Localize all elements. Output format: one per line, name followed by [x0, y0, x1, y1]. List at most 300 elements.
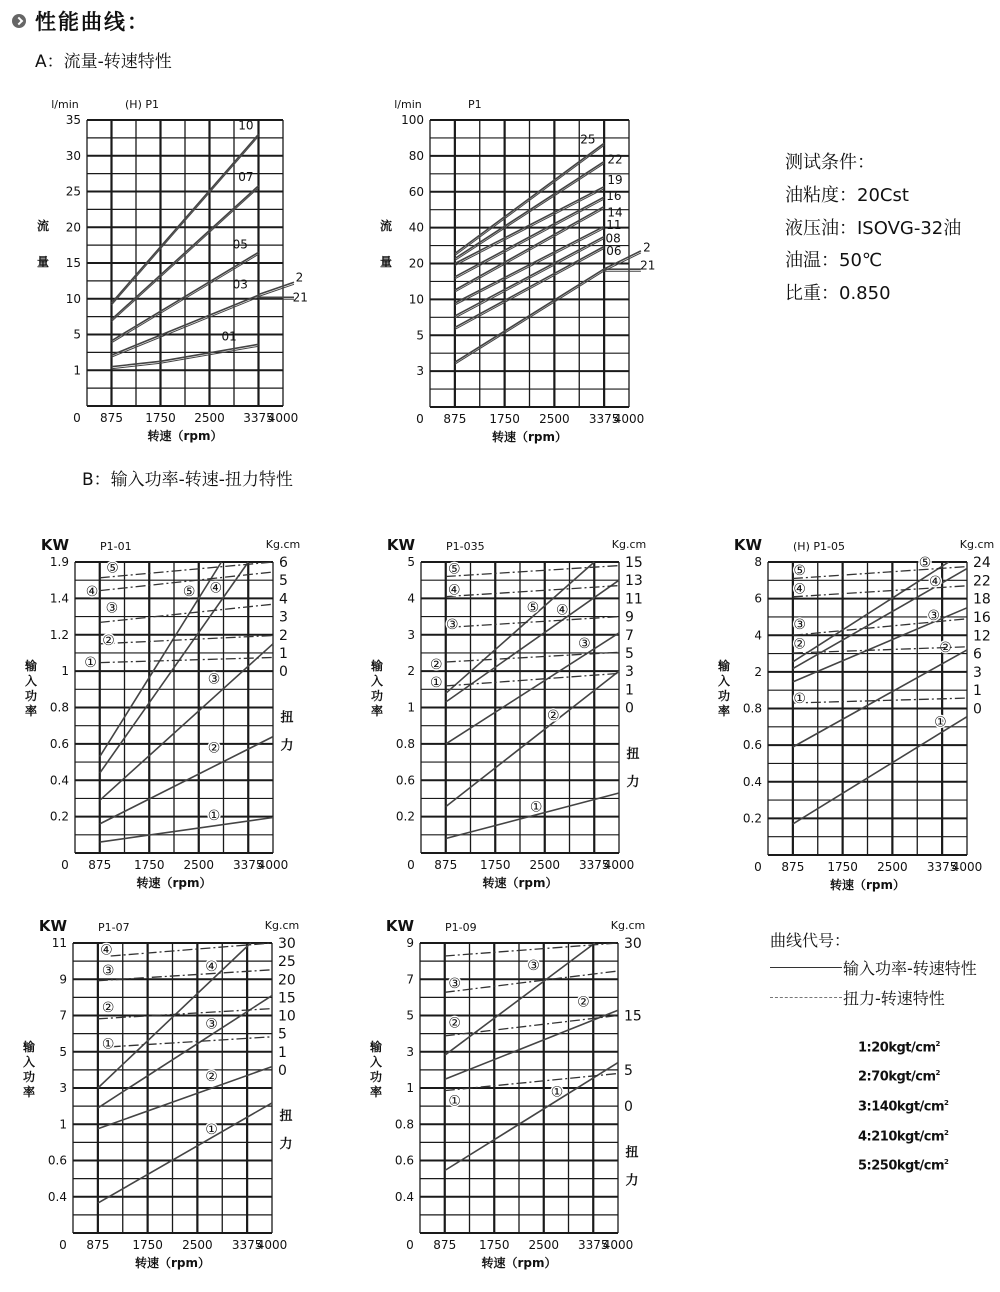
pressure-sup: 2: [944, 1099, 949, 1107]
y-tick-label: 1.9: [49, 555, 69, 569]
y-unit-label: KW: [40, 536, 70, 554]
curve: [98, 1067, 272, 1129]
y-axis-label: 输: [717, 659, 731, 673]
right-tick-label: 4: [279, 591, 288, 608]
y-unit-label: KW: [38, 917, 68, 935]
right-tick-label: 20: [278, 972, 296, 989]
curve-label: ④: [100, 942, 113, 959]
curve: [100, 818, 273, 843]
pressure-sup: 2: [935, 1069, 940, 1077]
right-tick-label: 9: [625, 609, 634, 626]
y-axis-label: 率: [24, 704, 38, 718]
y-tick-label: 10: [408, 292, 424, 307]
y-axis-label: 流: [36, 219, 50, 233]
right-tick-label: 5: [624, 1062, 633, 1079]
right-tick-label: 1: [278, 1044, 287, 1061]
curve-double-stroke: [259, 284, 295, 296]
curve-label: ②: [205, 1068, 218, 1085]
legend-title: 曲线代号：: [770, 931, 851, 950]
y-tick-label: 20: [408, 256, 424, 271]
y-tick-label: 35: [65, 113, 81, 127]
right-tick-label: 11: [625, 591, 643, 608]
torque-curve: [446, 617, 619, 628]
y-axis-label: 率: [22, 1085, 36, 1099]
right-unit-label: Kg.cm: [959, 538, 995, 551]
x-tick-label: 2500: [194, 411, 225, 425]
curve-label: ①: [207, 807, 221, 824]
x-tick-label: 875: [88, 858, 112, 872]
chart-title: P1-01: [100, 540, 132, 553]
test-condition-temperature: 油温：50℃: [785, 250, 883, 271]
y-tick-label: 2: [754, 664, 762, 679]
y-tick-label: 8: [754, 555, 762, 569]
right-tick-label: 5: [625, 645, 634, 662]
x-tick-label: 875: [781, 860, 805, 874]
curve-label: ④: [85, 584, 99, 601]
curve: [98, 1103, 272, 1203]
y-axis-label: 入: [22, 1055, 36, 1069]
y-tick-label: 0.4: [742, 774, 762, 789]
right-tick-label: 0: [625, 700, 634, 717]
y-tick-label: 3: [416, 364, 424, 379]
x-tick-label: 4000: [603, 858, 635, 872]
curve-label: ③: [448, 976, 461, 993]
torque-curve: [446, 586, 619, 597]
y-axis-label: 功: [22, 1070, 36, 1084]
y-axis-label: 输: [370, 659, 384, 673]
y-tick-label: 5: [416, 328, 424, 343]
curve-label: 19: [607, 173, 623, 188]
curve-label: ⑤: [106, 560, 119, 577]
x-tick-label: 4000: [267, 411, 299, 425]
x-tick-label: 0: [407, 858, 415, 872]
y-axis-label: 功: [370, 689, 384, 703]
y-tick-label: 1: [407, 700, 415, 715]
pressure-sup: 2: [935, 1040, 940, 1048]
curve-label: 05: [232, 237, 248, 252]
right-tick-label: 6: [279, 555, 288, 571]
pressure-text: 2:70kgt/cm: [858, 1069, 936, 1085]
y-tick-label: 5: [59, 1044, 67, 1059]
section-b-heading: B：输入功率-转速-扭力特性: [82, 470, 293, 490]
curve-label: ②: [429, 656, 443, 673]
right-axis-label: 力: [280, 738, 294, 754]
y-axis-label: 入: [370, 674, 384, 688]
right-axis-label: 力: [279, 1137, 293, 1153]
curve-label: ③: [927, 608, 940, 625]
curve-label: ③: [578, 635, 591, 652]
y-tick-label: 0.2: [742, 811, 762, 826]
x-tick-label: 1750: [479, 858, 511, 872]
curve-label: ⑤: [447, 561, 461, 578]
right-unit-label: Kg.cm: [265, 538, 301, 551]
curve-label: 08: [605, 231, 621, 246]
curve: [100, 644, 273, 801]
x-tick-label: 4000: [613, 412, 645, 426]
torque-curve: [100, 636, 273, 644]
page-title: 性能曲线：: [35, 10, 150, 34]
curve-label: 25: [580, 132, 596, 147]
y-axis-label: 入: [717, 674, 731, 688]
y-tick-label: 5: [406, 1008, 414, 1023]
right-unit-label: Kg.cm: [610, 919, 646, 932]
right-axis-label: 扭: [279, 1109, 293, 1125]
x-tick-label: 3375: [231, 1238, 263, 1252]
y-axis-label: 流: [379, 219, 393, 233]
y-unit-label: KW: [385, 917, 415, 935]
curve-label: ②: [939, 639, 952, 656]
y-unit-label: l/min: [51, 98, 79, 111]
y-tick-label: 0.8: [742, 701, 762, 716]
test-condition-viscosity: 油粘度：20Cst: [785, 185, 909, 206]
right-tick-label: 24: [973, 555, 991, 571]
curve: [259, 282, 295, 294]
torque-curve: [98, 1009, 272, 1019]
curve-label: ②: [448, 1015, 461, 1032]
y-tick-label: 0.4: [47, 1189, 67, 1204]
curve-label: ③: [793, 616, 806, 633]
y-tick-label: 0.6: [47, 1153, 67, 1168]
y-axis-label: 入: [369, 1055, 383, 1069]
x-tick-label: 3375: [577, 1238, 609, 1252]
y-tick-label: 0.6: [49, 736, 69, 751]
right-tick-label: 13: [625, 573, 643, 590]
y-tick-label: 6: [754, 591, 762, 606]
x-tick-label: 2500: [877, 860, 908, 874]
right-unit-label: Kg.cm: [264, 919, 300, 932]
right-tick-label: 3: [279, 609, 288, 626]
x-tick-label: 1750: [827, 860, 858, 874]
x-tick-label: 4000: [602, 1238, 634, 1252]
right-tick-label: 0: [624, 1099, 633, 1116]
curve-label: ①: [429, 675, 443, 692]
x-tick-label: 2500: [539, 412, 570, 426]
y-axis-label: 入: [24, 674, 38, 688]
curve-label: 03: [232, 277, 248, 292]
curve-label: ④: [556, 602, 569, 619]
curve-label: ③: [105, 600, 119, 617]
right-tick-label: 0: [973, 701, 982, 718]
x-tick-label: 875: [434, 858, 458, 872]
x-tick-label: 2500: [183, 858, 215, 872]
chart-title: P1-09: [445, 921, 477, 934]
curve-label: 06: [606, 243, 622, 258]
y-tick-label: 1: [406, 1081, 414, 1095]
y-tick-label: 1: [59, 1117, 67, 1132]
y-tick-label: 7: [59, 1008, 67, 1023]
curve-label: 11: [606, 217, 622, 232]
x-axis-label: 转速（rpm）: [829, 878, 906, 892]
x-tick-label: 875: [443, 412, 467, 426]
x-tick-label: 1750: [132, 1238, 163, 1252]
curve-label: ①: [550, 1084, 564, 1101]
y-tick-label: 11: [51, 936, 67, 950]
x-tick-label: 3375: [926, 860, 958, 874]
section-a-heading: A：流量-转速特性: [35, 52, 172, 72]
curve-label: 2: [295, 270, 304, 285]
torque-curve: [100, 658, 273, 663]
right-tick-label: 30: [278, 936, 296, 952]
curve-label: 14: [607, 205, 623, 220]
curve-label: ④: [929, 574, 942, 591]
x-tick-label: 3375: [588, 412, 620, 426]
torque-curve: [445, 1016, 618, 1036]
y-axis-label: 输: [22, 1040, 36, 1054]
x-tick-label: 3375: [578, 858, 610, 872]
x-tick-label: 2500: [182, 1238, 213, 1252]
test-condition-oil: 液压油：ISOVG-32油: [785, 218, 962, 239]
chart-title: (H) P1: [125, 98, 159, 111]
y-tick-label: 80: [408, 148, 424, 163]
y-tick-label: 1: [61, 664, 69, 679]
x-tick-label: 0: [416, 412, 424, 426]
curve-label: 2: [643, 240, 651, 255]
chart-p1: [380, 98, 655, 444]
y-tick-label: 0.4: [49, 773, 69, 788]
right-tick-label: 6: [973, 646, 982, 663]
curve-label: ③: [207, 671, 221, 688]
right-axis-label: 力: [625, 1173, 639, 1189]
curve-label: ④: [209, 580, 223, 597]
x-tick-label: 3375: [243, 411, 274, 425]
torque-curve: [445, 943, 618, 956]
right-tick-label: 15: [625, 555, 643, 571]
right-tick-label: 3: [625, 664, 634, 681]
legend-dashed-label: 扭力-转速特性: [843, 989, 945, 1008]
x-tick-label: 0: [73, 411, 81, 425]
y-tick-label: 3: [59, 1081, 67, 1095]
x-tick-label: 0: [59, 1238, 67, 1252]
curve-label: ④: [205, 959, 218, 976]
right-tick-label: 1: [973, 683, 982, 700]
right-tick-label: 10: [278, 1008, 296, 1025]
torque-curve: [446, 566, 619, 577]
pressure-sup: 2: [944, 1129, 949, 1137]
curve-label: ③: [445, 616, 459, 633]
y-tick-label: 1: [73, 363, 81, 378]
x-tick-label: 2500: [529, 858, 561, 872]
right-tick-label: 0: [279, 664, 288, 681]
right-tick-label: 5: [279, 573, 288, 590]
x-tick-label: 0: [406, 1238, 414, 1252]
y-axis-label: 输: [24, 659, 38, 673]
chart-title: P1-07: [98, 921, 130, 934]
y-tick-label: 4: [407, 591, 415, 606]
curve-label: ②: [793, 636, 806, 653]
curve-label: ③: [527, 957, 540, 974]
pressure-sup: 2: [944, 1158, 949, 1166]
chart-title: P1: [468, 98, 482, 111]
right-axis-label: 扭: [625, 1145, 639, 1161]
curve: [445, 1010, 618, 1079]
curve-label: ②: [577, 994, 590, 1011]
curve-label: 21: [292, 290, 308, 305]
chart-title: P1-035: [446, 540, 485, 553]
chart-p1-035: [370, 536, 646, 890]
x-axis-label: 转速（rpm）: [481, 1256, 557, 1270]
y-tick-label: 0.2: [395, 809, 415, 824]
y-tick-label: 1.2: [49, 627, 69, 642]
x-axis-label: 转速（rpm）: [491, 430, 568, 444]
chart-p1-01: [24, 536, 300, 890]
curve-label: ②: [207, 740, 221, 757]
curve: [445, 1063, 618, 1171]
curve-label: ⑤: [526, 600, 540, 617]
right-unit-label: Kg.cm: [611, 538, 647, 551]
torque-curve: [445, 971, 618, 992]
chart-h-p1-05: [717, 536, 994, 892]
chart-p1-07: [22, 917, 299, 1270]
curve: [446, 633, 619, 744]
y-unit-label: l/min: [394, 98, 422, 111]
curve-label: 22: [607, 152, 623, 167]
y-tick-label: 3: [407, 627, 415, 642]
curve-label: ②: [101, 999, 115, 1016]
y-tick-label: 1.4: [49, 591, 69, 606]
y-tick-label: 5: [407, 555, 415, 569]
pressure-text: 1:20kgt/cm: [858, 1040, 936, 1056]
right-tick-label: 30: [624, 936, 642, 952]
torque-curve: [446, 652, 619, 662]
curve-label: ⑤: [793, 563, 806, 580]
right-axis-label: 扭: [626, 746, 640, 762]
chart-p1-09: [369, 917, 645, 1270]
y-axis-label: 率: [369, 1085, 383, 1099]
curve-label: ①: [529, 799, 543, 816]
x-tick-label: 875: [86, 1238, 110, 1252]
y-tick-label: 3: [406, 1044, 414, 1059]
right-tick-label: 7: [625, 627, 634, 644]
y-unit-label: KW: [733, 536, 763, 554]
right-tick-label: 22: [973, 573, 991, 590]
y-tick-label: 0.6: [394, 1153, 414, 1168]
right-axis-label: 扭: [280, 710, 294, 726]
y-tick-label: 0.6: [395, 773, 415, 788]
y-tick-label: 30: [65, 148, 81, 163]
y-axis-label: 率: [370, 704, 384, 718]
x-axis-label: 转速（rpm）: [147, 429, 223, 443]
pressure-text: 4:210kgt/cm: [858, 1129, 945, 1145]
y-tick-label: 0.8: [394, 1117, 414, 1132]
y-tick-label: 60: [408, 184, 424, 199]
y-axis-label: 功: [717, 689, 731, 703]
curve-label: 01: [221, 329, 237, 344]
right-tick-label: 2: [279, 627, 288, 644]
torque-curve: [793, 586, 967, 597]
right-tick-label: 25: [278, 954, 296, 971]
curve-label: ①: [205, 1121, 218, 1138]
y-axis-label: 输: [369, 1040, 383, 1054]
right-tick-label: 12: [973, 628, 991, 645]
x-tick-label: 875: [100, 411, 123, 425]
right-tick-label: 15: [624, 1008, 642, 1025]
test-condition-gravity: 比重：0.850: [785, 283, 891, 304]
y-axis-label: 功: [24, 689, 38, 703]
right-tick-label: 0: [278, 1062, 287, 1079]
curve-label: ①: [84, 655, 97, 672]
torque-curve: [446, 673, 619, 686]
x-tick-label: 4000: [951, 860, 983, 874]
y-tick-label: 0.8: [49, 700, 69, 715]
x-tick-label: 1750: [145, 411, 176, 425]
y-unit-label: KW: [386, 536, 416, 554]
right-axis-label: 力: [626, 774, 640, 790]
right-tick-label: 3: [973, 664, 982, 681]
pressure-text: 3:140kgt/cm: [858, 1099, 945, 1115]
torque-curve: [793, 616, 967, 636]
curve: [445, 943, 595, 1055]
y-tick-label: 20: [65, 220, 81, 235]
curve-label: 21: [640, 258, 656, 273]
curve-label: 10: [238, 118, 254, 133]
right-tick-label: 16: [973, 609, 991, 626]
curve-label: ③: [205, 1016, 218, 1033]
right-tick-label: 15: [278, 990, 296, 1007]
x-axis-label: 转速（rpm）: [136, 876, 212, 890]
y-axis-label: 率: [717, 704, 731, 718]
y-tick-label: 0.8: [395, 736, 415, 751]
curve-label: ③: [101, 962, 115, 979]
y-tick-label: 5: [73, 327, 81, 342]
x-tick-label: 1750: [489, 412, 520, 426]
curve-label: ⑤: [182, 584, 196, 601]
pressure-text: 5:250kgt/cm: [858, 1158, 945, 1174]
curve-label: ①: [793, 691, 806, 708]
x-axis-label: 转速（rpm）: [134, 1256, 211, 1270]
x-tick-label: 4000: [257, 858, 289, 872]
x-tick-label: 3375: [232, 858, 264, 872]
y-tick-label: 10: [65, 291, 81, 306]
y-tick-label: 2: [407, 664, 415, 679]
curve-label: ①: [448, 1093, 461, 1110]
chart-title: (H) P1-05: [793, 540, 845, 553]
torque-curve: [100, 604, 273, 622]
x-tick-label: 875: [433, 1238, 457, 1252]
x-tick-label: 0: [754, 860, 762, 874]
x-tick-label: 4000: [256, 1238, 288, 1252]
y-tick-label: 25: [65, 184, 81, 199]
x-tick-label: 1750: [133, 858, 165, 872]
right-tick-label: 5: [278, 1026, 287, 1043]
right-tick-label: 1: [279, 645, 288, 662]
y-tick-label: 9: [59, 972, 67, 987]
y-tick-label: 100: [401, 113, 424, 127]
x-axis-label: 转速（rpm）: [482, 876, 558, 890]
curve-label: ④: [447, 582, 461, 599]
curve-label: ①: [101, 1036, 115, 1053]
y-tick-label: 15: [65, 256, 81, 270]
curve-label: 07: [238, 170, 254, 185]
curve-label: ②: [102, 633, 115, 650]
curve-label: 16: [606, 189, 622, 204]
test-conditions-title: 测试条件：: [785, 152, 875, 173]
x-tick-label: 1750: [478, 1238, 510, 1252]
curve-label: ①: [934, 714, 947, 731]
chart-h-p1: [37, 98, 308, 443]
y-axis-label: 量: [36, 255, 50, 269]
y-tick-label: 0.6: [742, 738, 762, 753]
right-tick-label: 18: [973, 591, 991, 608]
curve-label: ②: [546, 707, 560, 724]
y-tick-label: 4: [754, 628, 762, 643]
legend-solid-label: 输入功率-转速特性: [843, 959, 977, 978]
curve-label: ⑤: [918, 555, 932, 571]
y-tick-label: 0.4: [394, 1189, 414, 1204]
x-tick-label: 0: [61, 858, 69, 872]
y-axis-label: 量: [379, 255, 393, 269]
y-tick-label: 7: [406, 972, 414, 987]
right-tick-label: 1: [625, 682, 634, 699]
